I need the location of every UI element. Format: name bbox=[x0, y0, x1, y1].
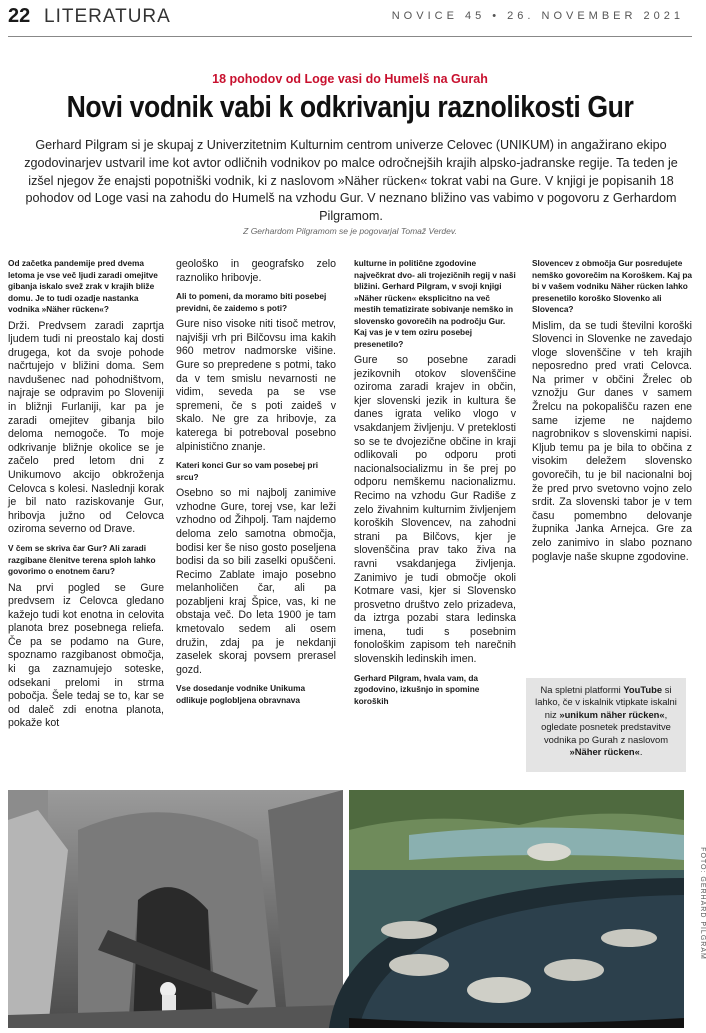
header-divider bbox=[8, 36, 692, 37]
interview-answer: Osebno so mi najbolj zanimive vzhodne Gure, torej vse, kar leži vzhodno od Žihpolj. Tam najdemo deloma zelo samotna območja, bodisi ker še niso gosto poseljena bodisi da so bili zaselki opuščeni. Recimo Zablate imajo posebno melanholičen čar, ali pa pozabljeni kraj Špice, vas, ki ne obstaja več. Do leta 1900 je tam kmetovalo sedem ali osem družin, zdaj pa je nekdanji zaselek skoraj povsem prerasel gozd. bbox=[176, 487, 336, 676]
interview-question: Vse dosedanje vodnike Unikuma odlikuje poglobljena obravnava bbox=[176, 683, 306, 705]
note-text: , ogledate posnetek predstavitve vodnika po Gurah z naslovom bbox=[541, 708, 671, 745]
page-header bbox=[0, 0, 700, 38]
page-number: 22 bbox=[8, 5, 31, 27]
note-text: Na spletni platformi bbox=[540, 684, 624, 695]
interview-answer: Gure so posebne zaradi jezikovnih otokov slovenščine oziroma zaradi krajev in občin, kjer slovenski jezik in kultura še danes igrata veliko vlogo v vsakdanjem življenju. V preteklosti so se te dvojezične občine in kraji odlikovali po odporu proti nacionalsocializmu in še prej po odporu nemškemu nacionalizmu. Recimo na vzhodu Gur Radiše z zelo živahnim kulturnim življenjem koroških Slovencev, na zahodni strani pa Bilčovs, kjer je slovenščina prav tako živa na ravni vsakdanjega življenja. Zanimivo je tudi območje okoli Kotmare vasi, kjer si Slovensko prosvetno društvo zelo prizadeva, da iztrga pozabi stara ledinska imena, tudi s posebnim fonološkim zapisom teh narečnih slovenskih ledinskih imen. bbox=[354, 354, 516, 666]
column-2 bbox=[176, 258, 336, 710]
note-text: si lahko, če v iskalnik vtipkate iskalni niz bbox=[535, 684, 677, 720]
interview-answer: Gure niso visoke niti tisoč metrov, najvišji vrh pri Bilčovsu ima kakih 960 metrov nadmorske višine. Gure so prepredene s potmi, tako da v tem smislu nevarnosti ne vidim, seveda pa se vse spremeni, če s poti zaideš v skalo. Ne gre za hribovje, za katerega bi potreboval posebno alpinistično znanje. bbox=[176, 318, 336, 453]
interview-answer: Mislim, da se tudi številni koroški Slovenci in Slovenke ne zavedajo vloge slovenščine v teh krajih neposredno pred vrati Celovca. Na primer v občini Žrelec ob vznožju Gur danes v samem Žrelcu na pokopališču razen ene same izjeme ne najdemo nagrobnikov s slovenskimi napisi. Kljub temu pa je bila to občina z visokim deležem slovensko govorečih, tu je bil nacionalni boj že pred prvo svetovno vojno zelo srdit. Za slovenski tabor je v tem času pomembno delovanje župnika Janka Arnejca. Gre za zelo zanimivo in slabo poznano poglavje naše skupne zgodovine. bbox=[532, 319, 692, 563]
interview-answer: Na prvi pogled se Gure predvsem iz Celovca gledano kažejo tudi kot enotna in celovita planota brez posebnega reliefa. Če pa se podamo na Gure, spoznamo razgibanost območja, ki ga zaznamujejo soteske, odsekani prelomi in strma pobočja. Šele tedaj se to, kar se od daleč zdi enotna planota, pokaže kot bbox=[8, 581, 164, 730]
column-1 bbox=[8, 258, 164, 733]
note-text: . bbox=[639, 746, 643, 758]
interview-question: kulturne in politične zgodovine največkrat dvo- ali trojezičnih regij v naši bližini. Gerhard Pilgram, v svoji knjigi »Näher rücken« eksplicitno na več mestih tematizirate sobivanje nemško in slovensko govorečih na področju Gur. Kaj vas je v tem oziru posebej presenetilo? bbox=[354, 258, 516, 349]
note-book-title: »Näher rücken« bbox=[569, 746, 640, 758]
section-name: LITERATURA bbox=[44, 6, 171, 27]
interview-question: Ali to pomeni, da moramo biti posebej previdni, če zaidemo s poti? bbox=[176, 291, 327, 313]
interview-question: Kateri konci Gur so vam posebej pri srcu? bbox=[176, 460, 319, 482]
note-platform: YouTube bbox=[623, 684, 663, 695]
ruins-illustration bbox=[8, 790, 343, 1028]
interview-question: Slovencev z območja Gur posredujete nemško govorečim na Koroškem. Kaj pa bi v vašem vodniku Näher rücken lahko presenetilo koroško Slovenko ali Slovenca? bbox=[532, 258, 692, 314]
photo-credit bbox=[686, 790, 706, 1028]
interview-question: Od začetka pandemije pred dvema letoma je vse več ljudi zaradi omejitve gibanja iskalo svež zrak v krajih bliže domu. Je to tudi ozadje nastanka vodnika »Näher rücken«? bbox=[8, 258, 158, 314]
interview-answer: Drži. Predvsem zaradi zaprtja ljudem tudi ni preostalo kaj dosti drugega, kot da svoje pohode načrtujejo v bližini doma. Sem navdušenec nad pohodništvom, najraje se odpravim po Sloveniji in bližnji Furlaniji, kar pa je zaradi omejitev gibanja bilo deloma nemogoče. To moje odkrivanje bližnje okolice se je začelo pred letom dni z Unikumovo akcijo obkroženja Celovca s kolesi. Naslednji korak je bil nato raziskovanje Gur, hribovja južno od Celovca oziroma severno od Drave. bbox=[8, 319, 164, 536]
article-title: Novi vodnik vabi k odkrivanju raznolikosti Gur bbox=[66, 89, 634, 124]
photo-landscape bbox=[349, 790, 684, 1028]
article-lead: Gerhard Pilgram si je skupaj z Univerzitetnim Kulturnim centrom univerze Celovec (UNIKUM) in angažirano ekipo zgodovinarjev ustvaril ime kot avtor odličnih vodnikov po malce odročnejših krajih alpsko-jadranske regije. Ta teden je izšel njegov že enajsti popotniški vodnik, ki z naslovom »Näher rücken« tokrat vabi na Gure. V knjigi je popisanih 18 pohodov od Loge vasi na zahodu do Humelš na vzhodu Gur. V neznano bližino vas vabimo v pogovoru z Gerhardom Pilgramom. bbox=[24, 138, 678, 224]
article-kicker: 18 pohodov od Loge vasi do Humelš na Gurah bbox=[212, 72, 488, 86]
note-search-term: »unikum näher rücken« bbox=[559, 708, 665, 720]
landscape-illustration bbox=[349, 790, 684, 1028]
youtube-note-box bbox=[526, 678, 686, 772]
issue-info: NOVICE 45 • 26. NOVEMBER 2021 bbox=[391, 10, 684, 22]
column-3 bbox=[354, 258, 516, 711]
interview-question: Gerhard Pilgram, hvala vam, da zgodovino, izkušnjo in spomine koroških bbox=[354, 672, 480, 706]
article-byline: Z Gerhardom Pilgramom se je pogovarjal Tomaž Verdev. bbox=[243, 226, 457, 236]
interview-question: V čem se skriva čar Gur? Ali zaradi razgibane členitve terena sploh lahko govorimo o enotnem čaru? bbox=[8, 543, 156, 576]
photo-credit-text: FOTO: GERHARD PILGRAM bbox=[698, 847, 706, 960]
interview-answer: geološko in geografsko zelo raznoliko hribovje. bbox=[176, 258, 336, 284]
column-4 bbox=[532, 258, 692, 566]
photo-ruins bbox=[8, 790, 343, 1028]
